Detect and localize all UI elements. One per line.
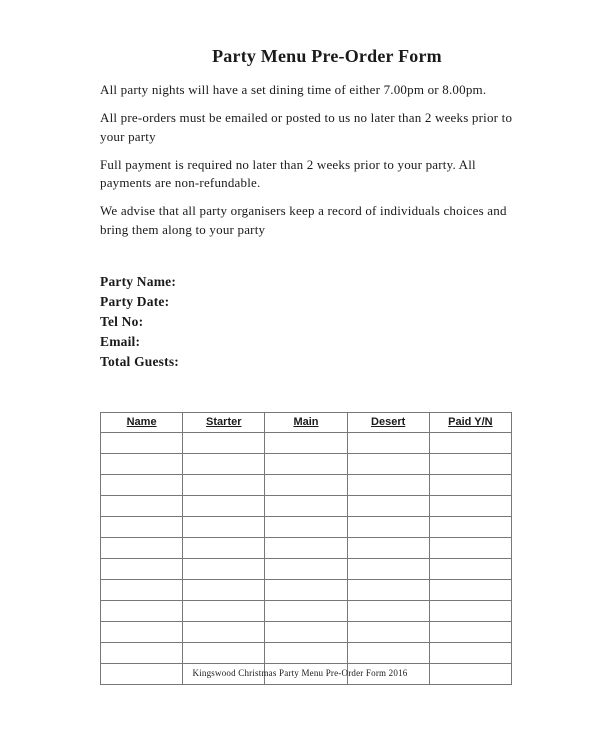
table-cell bbox=[183, 453, 265, 474]
table-row bbox=[101, 432, 512, 453]
table-row bbox=[101, 537, 512, 558]
table-cell bbox=[183, 537, 265, 558]
table-cell bbox=[101, 642, 183, 663]
table-cell bbox=[265, 621, 347, 642]
table-cell bbox=[101, 453, 183, 474]
table-row bbox=[101, 453, 512, 474]
table-cell bbox=[429, 558, 511, 579]
table-cell bbox=[429, 537, 511, 558]
preorder-table bbox=[100, 412, 512, 685]
table-cell bbox=[429, 453, 511, 474]
table-cell bbox=[101, 495, 183, 516]
table-cell bbox=[429, 432, 511, 453]
table-cell bbox=[101, 600, 183, 621]
table-cell bbox=[265, 474, 347, 495]
table-cell bbox=[429, 579, 511, 600]
footer-text: Kingswood Christmas Party Menu Pre-Order Form 2016 bbox=[192, 668, 408, 678]
table-cell bbox=[183, 432, 265, 453]
table-header-main: Main bbox=[265, 412, 347, 432]
table-cell bbox=[429, 642, 511, 663]
form-fields-section bbox=[100, 272, 514, 372]
table-cell bbox=[265, 642, 347, 663]
table-header-starter: Starter bbox=[183, 412, 265, 432]
table-row bbox=[101, 579, 512, 600]
table-cell bbox=[429, 495, 511, 516]
table-cell bbox=[347, 558, 429, 579]
table-row bbox=[101, 474, 512, 495]
table-cell bbox=[183, 600, 265, 621]
table-cell bbox=[429, 474, 511, 495]
table-cell bbox=[265, 600, 347, 621]
field-label-email: Email: bbox=[100, 333, 141, 349]
table-cell bbox=[101, 579, 183, 600]
page-title: Party Menu Pre-Order Form bbox=[212, 46, 442, 66]
table-cell bbox=[265, 432, 347, 453]
table-row bbox=[101, 558, 512, 579]
table-header-row bbox=[101, 412, 512, 432]
table-header-paid-y-n: Paid Y/N bbox=[429, 412, 511, 432]
table-cell bbox=[101, 516, 183, 537]
table-cell bbox=[347, 495, 429, 516]
table-cell bbox=[347, 537, 429, 558]
table-cell bbox=[183, 642, 265, 663]
table-cell bbox=[265, 516, 347, 537]
field-label-tel-no: Tel No: bbox=[100, 313, 144, 329]
table-cell bbox=[347, 621, 429, 642]
table-row bbox=[101, 642, 512, 663]
table-cell bbox=[265, 558, 347, 579]
intro-paragraph: All pre-orders must be emailed or posted to us no later than 2 weeks prior to your party bbox=[100, 109, 513, 144]
table-cell bbox=[265, 495, 347, 516]
table-cell bbox=[347, 642, 429, 663]
table-row bbox=[101, 495, 512, 516]
table-cell bbox=[101, 432, 183, 453]
table-row bbox=[101, 600, 512, 621]
table-cell bbox=[183, 621, 265, 642]
intro-section bbox=[100, 81, 514, 240]
table-cell bbox=[101, 537, 183, 558]
table-cell bbox=[347, 600, 429, 621]
table-cell bbox=[429, 621, 511, 642]
table-cell bbox=[347, 516, 429, 537]
table-cell bbox=[183, 516, 265, 537]
intro-paragraph: Full payment is required no later than 2 weeks prior to your party. All payments are non-refundable. bbox=[100, 156, 476, 191]
table-cell bbox=[183, 558, 265, 579]
table-cell bbox=[265, 579, 347, 600]
table-cell bbox=[429, 516, 511, 537]
table-cell bbox=[183, 495, 265, 516]
field-label-total-guests: Total Guests: bbox=[100, 353, 179, 369]
table-cell bbox=[429, 600, 511, 621]
table-cell bbox=[101, 474, 183, 495]
table-cell bbox=[265, 453, 347, 474]
table-cell bbox=[347, 579, 429, 600]
table-cell bbox=[347, 474, 429, 495]
table-header-desert: Desert bbox=[347, 412, 429, 432]
table-row bbox=[101, 621, 512, 642]
field-label-party-name: Party Name: bbox=[100, 273, 177, 289]
table-cell bbox=[347, 432, 429, 453]
table-cell bbox=[101, 558, 183, 579]
table-header-name: Name bbox=[101, 412, 183, 432]
field-label-party-date: Party Date: bbox=[100, 293, 170, 309]
intro-paragraph: We advise that all party organisers keep a record of individuals choices and bring them along to your party bbox=[100, 203, 507, 238]
preorder-table-section bbox=[100, 412, 514, 685]
table-cell bbox=[101, 621, 183, 642]
table-cell bbox=[183, 579, 265, 600]
document-content bbox=[100, 46, 514, 685]
table-row bbox=[101, 516, 512, 537]
table-cell bbox=[183, 474, 265, 495]
intro-paragraph: All party nights will have a set dining time of either 7.00pm or 8.00pm. bbox=[100, 82, 487, 97]
table-cell bbox=[347, 453, 429, 474]
table-cell bbox=[265, 537, 347, 558]
